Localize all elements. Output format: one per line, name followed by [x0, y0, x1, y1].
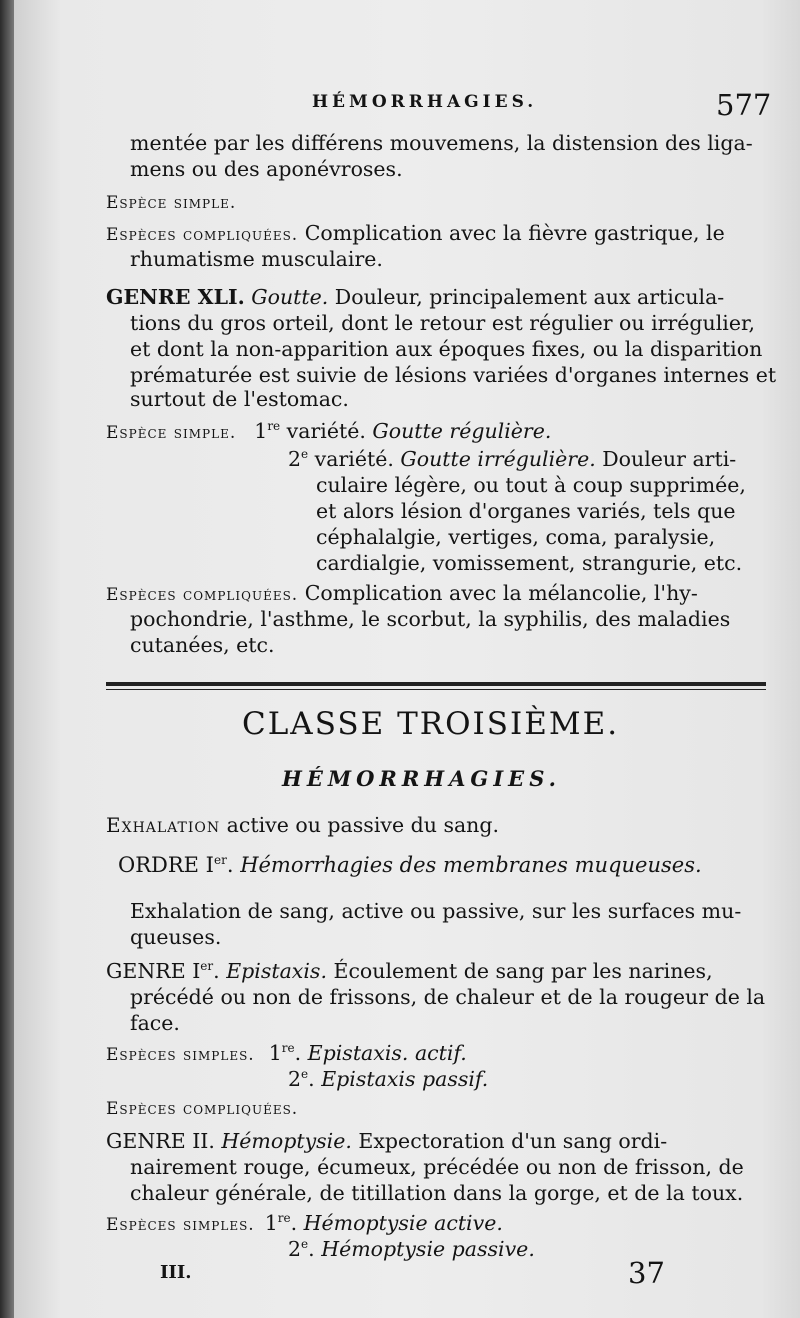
genre-name: Epistaxis. [226, 959, 327, 983]
text-line: rhumatisme musculaire. [130, 247, 383, 271]
ordinal-sup: e [301, 1067, 309, 1082]
species-heading: Espèces compliquées. [106, 225, 299, 245]
genre-line [106, 958, 713, 984]
genre-line [106, 1128, 667, 1154]
text-line: cardialgie, vomissement, strangurie, etc. [316, 551, 743, 575]
running-title: HÉMORRHAGIES. [312, 92, 538, 112]
species-line [288, 446, 736, 472]
signature-number: 37 [628, 1256, 665, 1290]
ordinal: 1 [254, 419, 268, 443]
definition-line [106, 812, 499, 838]
order-line [118, 852, 702, 878]
text-span: Expectoration d'un sang ordi- [351, 1129, 668, 1153]
ordinal: 2 [288, 1237, 302, 1261]
text-line: précédé ou non de frissons, de chaleur et de la rougeur de la [130, 985, 766, 1009]
species-heading: Espèces compliquées. [106, 585, 299, 605]
text-line: mens ou des aponévroses. [130, 157, 403, 181]
text-line: mentée par les différens mouvemens, la distension des liga- [130, 131, 753, 155]
class-subtitle: HÉMORRHAGIES. [282, 766, 561, 791]
text-span: Douleur, principalement aux articula- [328, 285, 725, 309]
genre-label: GENRE I [106, 959, 201, 983]
ordinal-sup: re [281, 1041, 295, 1056]
text-line: cutanées, etc. [130, 633, 275, 657]
order-label: ORDRE I [118, 853, 214, 877]
variety-name: Goutte régulière. [372, 419, 552, 443]
variety-name: Goutte irrégulière. [400, 447, 596, 471]
ordinal: 2 [288, 1067, 302, 1091]
text-span: Complication avec la fièvre gastrique, le [298, 221, 725, 245]
text-line: et alors lésion d'organes variés, tels que [316, 499, 736, 523]
class-title: CLASSE TROISIÈME. [242, 706, 620, 742]
text-line: tions du gros orteil, dont le retour est régulier ou irrégulier, [130, 311, 756, 335]
signature-mark: III. [160, 1262, 192, 1283]
text-line: queuses. [130, 925, 222, 949]
species-line [106, 1210, 503, 1238]
book-gutter [0, 0, 14, 1318]
species-line [106, 418, 551, 446]
text-span: active ou passive du sang. [220, 813, 500, 837]
definition-heading: Exhalation [106, 813, 221, 837]
order-sup: er [213, 853, 227, 867]
species-name: Hémoptysie active. [303, 1211, 503, 1235]
text-line: et dont la non-apparition aux époques fixes, ou la disparition [130, 337, 763, 361]
text-line: surtout de l'estomac. [130, 387, 349, 411]
species-line [106, 1040, 467, 1068]
text-span: . [290, 1211, 304, 1235]
ordinal: 1 [268, 1041, 282, 1065]
ordinal-sup: re [277, 1211, 291, 1226]
species-line [288, 1236, 535, 1262]
text-span: variété. [280, 419, 373, 443]
text-line: prématurée est suivie de lésions variées d'organes internes et [130, 363, 777, 387]
species-line [288, 1066, 488, 1092]
species-name: Epistaxis passif. [321, 1067, 489, 1091]
text-line: Exhalation de sang, active ou passive, sur les surfaces mu- [130, 899, 742, 923]
text-span: Écoulement de sang par les narines, [326, 959, 713, 983]
text-span: . [294, 1041, 308, 1065]
text-line: culaire légère, ou tout à coup supprimée, [316, 473, 746, 497]
species-heading: Espèces simples. [106, 1045, 255, 1065]
genre-label: GENRE XLI. [106, 285, 245, 309]
genre-sup: er [200, 959, 214, 974]
species-name: Hémoptysie passive. [321, 1237, 535, 1261]
genre-name: Goutte. [244, 285, 329, 309]
order-name: Hémorrhagies des membranes muqueuses. [240, 853, 702, 877]
section-rule-thin [106, 689, 766, 690]
ordinal-sup: re [267, 419, 281, 434]
text-span: . [308, 1067, 322, 1091]
ordinal-sup: e [301, 1237, 309, 1252]
text-span: variété. [308, 447, 401, 471]
text-span: Douleur arti- [595, 447, 737, 471]
text-line: face. [130, 1011, 180, 1035]
genre-label: GENRE II. [106, 1129, 215, 1153]
species-heading: Espèces simples. [106, 1215, 255, 1235]
ordinal-sup: e [301, 447, 309, 462]
text-span: . [308, 1237, 322, 1261]
species-heading: Espèce simple. [106, 423, 237, 443]
species-line [106, 580, 698, 608]
species-heading: Espèce simple. [106, 193, 237, 213]
species-heading: Espèces compliquées. [106, 1099, 299, 1119]
genre-name: Hémoptysie. [214, 1129, 352, 1153]
text-line [106, 220, 725, 248]
section-rule [106, 682, 766, 686]
text-span: . [226, 853, 241, 877]
text-line: nairement rouge, écumeux, précédée ou non de frisson, de [130, 1155, 744, 1179]
text-line: pochondrie, l'asthme, le scorbut, la syphilis, des maladies [130, 607, 731, 631]
species-name: Epistaxis. actif. [307, 1041, 467, 1065]
text-span: Complication avec la mélancolie, l'hy- [298, 581, 698, 605]
page-number: 577 [716, 88, 772, 122]
ordinal: 1 [264, 1211, 278, 1235]
text-span: . [213, 959, 227, 983]
ordinal: 2 [288, 447, 302, 471]
text-line: chaleur générale, de titillation dans la gorge, et de la toux. [130, 1181, 744, 1205]
genre-line [106, 284, 724, 310]
text-line: céphalalgie, vertiges, coma, paralysie, [316, 525, 716, 549]
